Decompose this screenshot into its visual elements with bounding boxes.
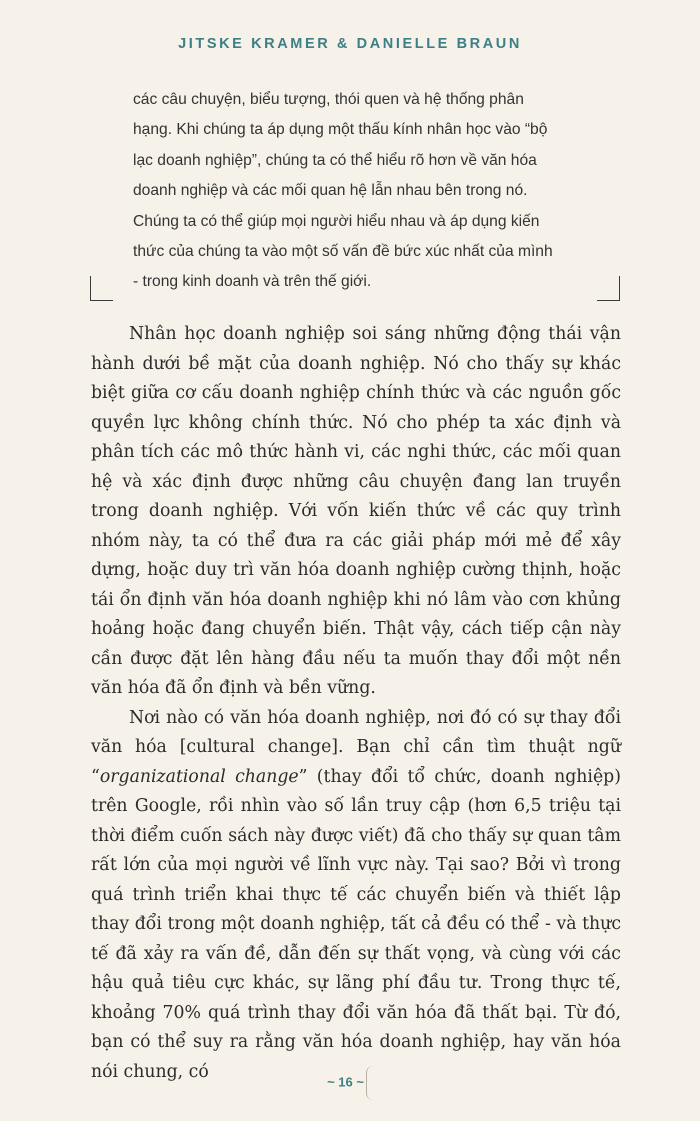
quote-line: - trong kinh doanh và trên thế giới. [133,273,372,291]
quote-line: doanh nghiệp và các mối quan hệ lẫn nhau bên trong nó. [133,182,528,200]
body-text [91,320,621,1090]
pull-quote [133,85,579,298]
italic-term: organizational change [99,766,299,787]
paragraph-text: Nơi nào có văn hóa doanh nghiệp, nơi đó có sự thay đổi văn hóa [cultural change]. Bạn chỉ cần tìm thuật ngữ “ [91,707,621,787]
paragraph: Nhân học doanh nghiệp soi sáng những động thái vận hành dưới bề mặt của doanh nghiệp. Nó cho thấy sự khác biệt giữa cơ cấu doanh nghiệp chính thức và các nguồn gốc quyền lực không chính thức. Nó cho phép ta xác định và phân tích các mô thức hành vi, các nghi thức, các mối quan hệ và xác định được những câu chuyện đang lan truyền trong doanh nghiệp. Với vốn kiến thức về các quy trình nhóm này, ta có thể đưa ra các giải pháp mới mẻ để xây dựng, hoặc duy trì văn hóa doanh nghiệp cường thịnh, hoặc tái ổn định văn hóa doanh nghiệp khi nó lâm vào cơn khủng hoảng hoặc đang chuyển biến. Thật vậy, cách tiếp cận này cần được đặt lên hàng đầu nếu ta muốn thay đổi một nền văn hóa đã ổn định và bền vững. [91,324,621,698]
quote-corner-bracket-left [90,276,113,301]
quote-line: các câu chuyện, biểu tượng, thói quen và hệ thống phân [133,91,524,108]
running-header: JITSKE KRAMER & DANIELLE BRAUN [178,36,522,52]
quote-line: hạng. Khi chúng ta áp dụng một thấu kính nhân học vào “bộ [133,121,548,139]
page-number: ~ 16 ~ [327,1074,364,1090]
paragraph-text: ” (thay đổi tổ chức, doanh nghiệp) trên Google, rồi nhìn vào số lần truy cập (hơn 6,5 triệu tại thời điểm cuốn sách này được viết) đã cho thấy sự quan tâm rất lớn của mọi người về lĩnh vực này. Tại sao? Bởi vì trong quá trình triển khai thực tế các chuyển biến và thiết lập thay đổi trong một doanh nghiệp, tất cả đều có thể - và thực tế đã xảy ra vấn đề, dẫn đến sự thất vọng, và cùng với các hậu quả tiêu cực khác, sự lãng phí đầu tư. Trong thực tế, khoảng 70% quá trình thay đổi văn hóa đã thất bại. Từ đó, bạn có thể suy ra rằng văn hóa doanh nghiệp, hay văn hóa nói chung, có [91,766,621,1082]
quote-corner-bracket-right [597,276,620,301]
quote-line: lạc doanh nghiệp”, chúng ta có thể hiểu rõ hơn về văn hóa [133,151,537,169]
paragraph [91,704,621,1088]
footer-ornament [366,1066,373,1100]
quote-line: Chúng ta có thể giúp mọi người hiểu nhau và áp dụng kiến [133,212,540,230]
quote-line: thức của chúng ta vào một số vấn đề bức xúc nhất của mình [133,243,553,261]
page-footer [0,1066,700,1100]
